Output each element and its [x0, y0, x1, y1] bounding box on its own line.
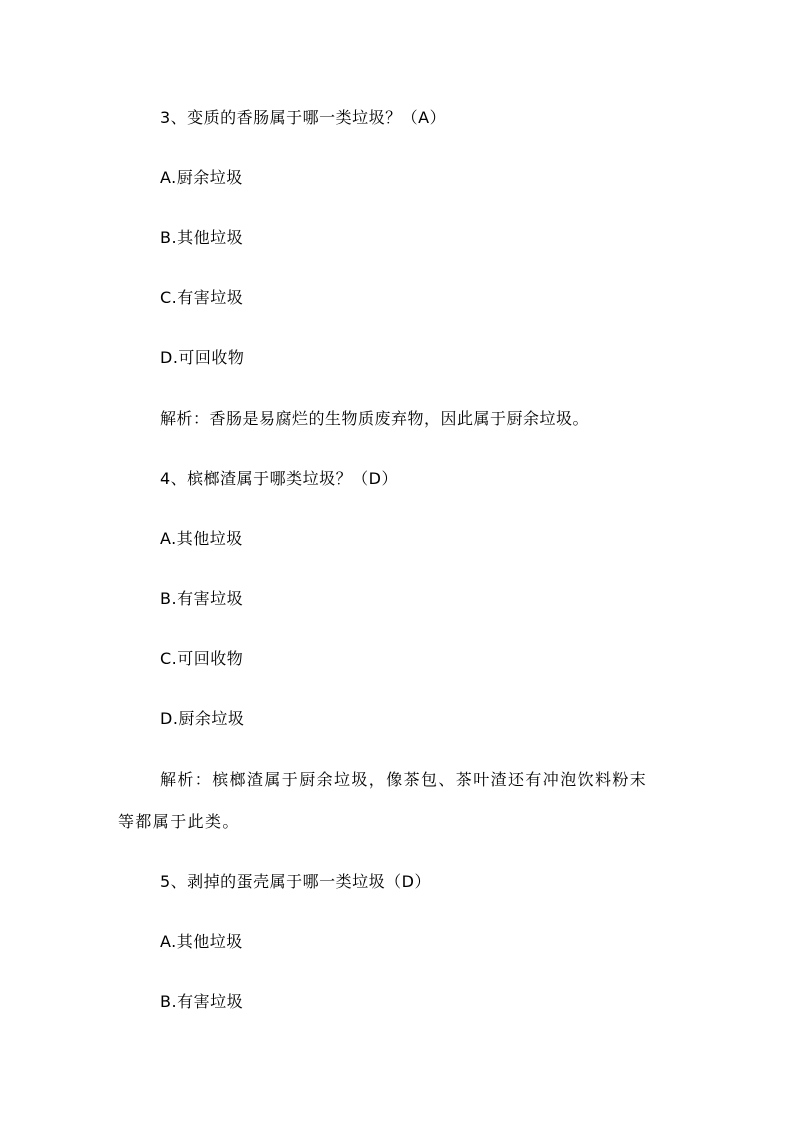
question-3-option-c: C.有害垃圾 — [160, 288, 244, 307]
question-5-option-a: A.其他垃圾 — [160, 932, 243, 951]
question-4: 4、槟榔渣属于哪类垃圾？（D） — [160, 469, 399, 488]
question-4-option-d: D.厨余垃圾 — [160, 709, 245, 728]
question-4-explanation-line-1: 解析：槟榔渣属于厨余垃圾，像茶包、茶叶渣还有冲泡饮料粉末 — [160, 770, 648, 789]
question-4-explanation-line-2: 等都属于此类。 — [118, 812, 240, 831]
question-4-option-a: A.其他垃圾 — [160, 529, 243, 548]
question-5-option-b: B.有害垃圾 — [160, 992, 244, 1011]
question-3-option-a: A.厨余垃圾 — [160, 168, 243, 187]
question-3: 3、变质的香肠属于哪一类垃圾？（A） — [160, 108, 447, 127]
question-3-option-b: B.其他垃圾 — [160, 228, 244, 247]
question-3-option-d: D.可回收物 — [160, 348, 245, 367]
question-5: 5、剥掉的蛋壳属于哪一类垃圾（D） — [160, 872, 432, 891]
question-4-option-b: B.有害垃圾 — [160, 589, 244, 608]
question-4-option-c: C.可回收物 — [160, 649, 244, 668]
question-3-explanation: 解析：香肠是易腐烂的生物质废弃物，因此属于厨余垃圾。 — [160, 409, 590, 428]
